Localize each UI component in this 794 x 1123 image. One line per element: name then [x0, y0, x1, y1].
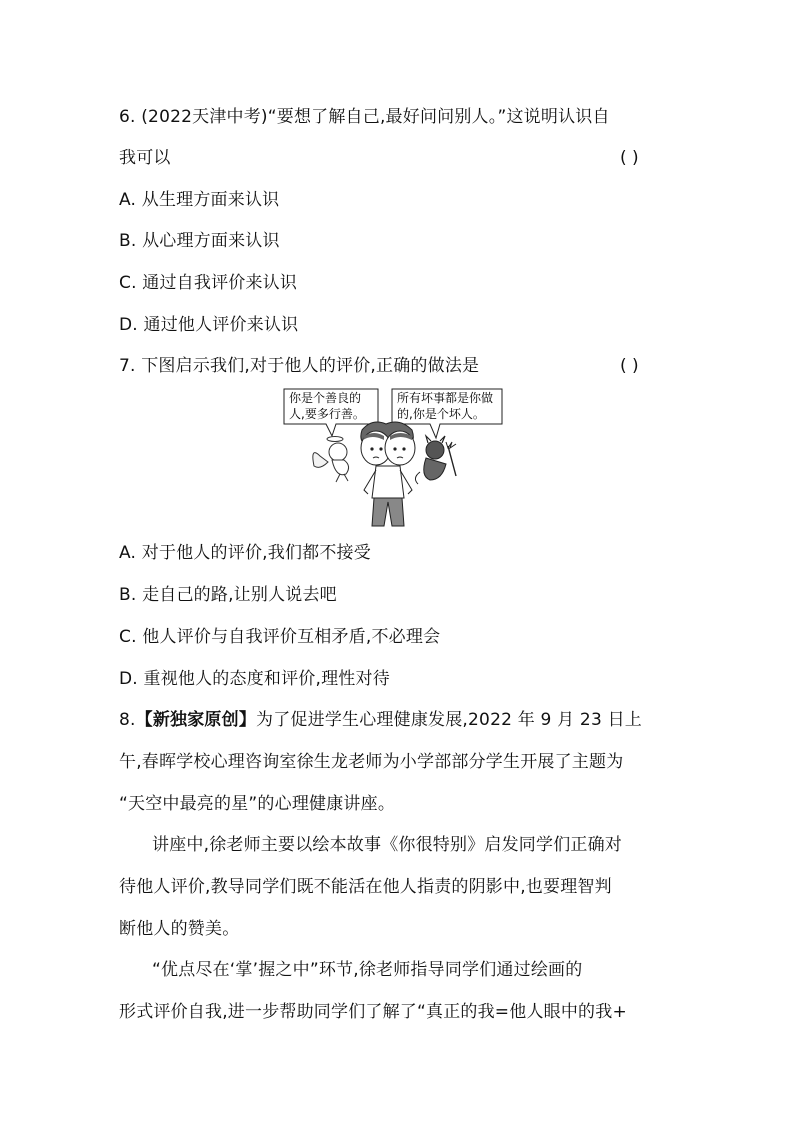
q8-line1-text: 为了促进学生心理健康发展,2022 年 9 月 23 日上 — [256, 710, 642, 730]
q8-original-tag: 【新独家原创】 — [135, 710, 257, 730]
q6-stem-line1: 6. (2022天津中考)“要想了解自己,最好问问别人。”这说明认识自 — [119, 107, 610, 127]
q7-stem: 7. 下图启示我们,对于他人的评价,正确的做法是 — [119, 356, 480, 376]
q8-p2-line2: 待他人评价,教导同学们既不能活在他人指责的阴影中,也要理智判 — [119, 877, 612, 897]
q8-p2-line1: 讲座中,徐老师主要以绘本故事《你很特别》启发同学们正确对 — [152, 835, 623, 855]
q8-line2: 午,春晖学校心理咨询室徐生龙老师为小学部部分学生开展了主题为 — [119, 752, 624, 772]
q8-number: 8. — [119, 710, 136, 730]
q7-option-b: B. 走自己的路,让别人说去吧 — [119, 585, 337, 605]
devil-icon — [415, 436, 456, 484]
q7-option-a: A. 对于他人的评价,我们都不接受 — [119, 543, 371, 563]
q6-stem-line2: 我可以 — [119, 148, 171, 168]
q7-option-c: C. 他人评价与自我评价互相矛盾,不必理会 — [119, 627, 441, 647]
q7-illustration — [280, 386, 520, 532]
angel-icon — [313, 437, 349, 483]
boy-figure — [361, 422, 415, 526]
q6-answer-blank: ( ) — [620, 148, 639, 168]
bubble-right-line2: 的,你是个坏人。 — [397, 407, 485, 421]
q8-p2-line3: 断他人的赞美。 — [119, 919, 240, 939]
q8-line1 — [119, 708, 672, 732]
bubble-left-line1: 你是个善良的 — [289, 391, 362, 405]
q7-option-d: D. 重视他人的态度和评价,理性对待 — [119, 669, 390, 689]
q8-p3-line1: “优点尽在‘掌’握之中”环节,徐老师指导同学们通过绘画的 — [152, 960, 583, 980]
q6-option-a: A. 从生理方面来认识 — [119, 190, 280, 210]
q8-line3: “天空中最亮的星”的心理健康讲座。 — [119, 794, 396, 814]
q6-option-c: C. 通过自我评价来认识 — [119, 273, 298, 293]
q7-answer-blank: ( ) — [620, 356, 639, 376]
q6-option-b: B. 从心理方面来认识 — [119, 231, 280, 251]
bubble-left-line2: 人,要多行善。 — [289, 407, 365, 421]
q6-option-d: D. 通过他人评价来认识 — [119, 315, 299, 335]
bubble-right-line1: 所有坏事都是你做 — [397, 391, 494, 405]
q8-p3-line2: 形式评价自我,进一步帮助同学们了解了“真正的我=他人眼中的我+ — [119, 1002, 627, 1022]
